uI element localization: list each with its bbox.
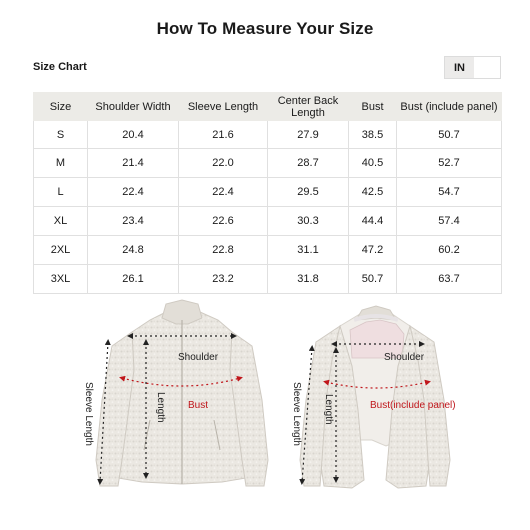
table-cell: 47.2 — [349, 236, 397, 265]
table-cell: 22.4 — [179, 178, 268, 207]
table-row — [34, 178, 502, 207]
header-bust: Bust — [349, 93, 397, 121]
table-cell: 21.6 — [179, 121, 268, 149]
header-sleeve-length: Sleeve Length — [179, 93, 268, 121]
header-shoulder-width: Shoulder Width — [88, 93, 179, 121]
length-label: Length — [155, 392, 166, 423]
table-row — [34, 236, 502, 265]
table-cell: 22.6 — [179, 207, 268, 236]
shoulder-label: Shoulder — [384, 352, 425, 363]
measurement-diagram — [0, 290, 530, 530]
table-row — [34, 207, 502, 236]
table-cell: 22.8 — [179, 236, 268, 265]
header-bust-include-panel: Bust (include panel) — [397, 93, 502, 121]
table-cell: 30.3 — [268, 207, 349, 236]
table-cell: 54.7 — [397, 178, 502, 207]
bust-label: Bust — [188, 400, 209, 411]
table-cell: 44.4 — [349, 207, 397, 236]
table-cell: 42.5 — [349, 178, 397, 207]
shoulder-label: Shoulder — [178, 352, 219, 363]
table-cell: XL — [34, 207, 88, 236]
table-cell: 31.1 — [268, 236, 349, 265]
size-chart-label: Size Chart — [33, 61, 87, 73]
unit-alt-button[interactable] — [474, 57, 500, 78]
table-cell: 22.4 — [88, 178, 179, 207]
sleeve-length-label: Sleeve Length — [83, 382, 94, 446]
table-cell: 21.4 — [88, 149, 179, 178]
table-cell: 50.7 — [397, 121, 502, 149]
table-cell: L — [34, 178, 88, 207]
table-cell: 60.2 — [397, 236, 502, 265]
size-chart-table — [33, 92, 502, 294]
table-header-row — [34, 93, 502, 121]
table-cell: 24.8 — [88, 236, 179, 265]
table-cell: 22.0 — [179, 149, 268, 178]
table-cell: 52.7 — [397, 149, 502, 178]
sleeve-length-label: Sleeve Length — [291, 382, 302, 446]
table-cell: 2XL — [34, 236, 88, 265]
table-cell: 23.2 — [179, 265, 268, 294]
table-cell: 29.5 — [268, 178, 349, 207]
header-center-back-length: Center Back Length — [268, 93, 349, 121]
header-size: Size — [34, 93, 88, 121]
table-cell: 38.5 — [349, 121, 397, 149]
table-cell: 27.9 — [268, 121, 349, 149]
table-row — [34, 149, 502, 178]
table-cell: 57.4 — [397, 207, 502, 236]
table-cell: 31.8 — [268, 265, 349, 294]
table-cell: 28.7 — [268, 149, 349, 178]
right-jacket-illustration — [300, 306, 450, 488]
bust-include-panel-label: Bust(include panel) — [370, 400, 456, 411]
table-cell: 20.4 — [88, 121, 179, 149]
table-row — [34, 121, 502, 149]
unit-toggle[interactable] — [444, 56, 501, 79]
left-jacket-illustration — [96, 300, 268, 486]
table-cell: 26.1 — [88, 265, 179, 294]
table-cell: 3XL — [34, 265, 88, 294]
table-cell: 50.7 — [349, 265, 397, 294]
unit-in-button[interactable]: IN — [445, 57, 474, 78]
table-cell: S — [34, 121, 88, 149]
diagram-svg — [0, 290, 530, 530]
length-label: Length — [323, 394, 334, 425]
table-cell: 40.5 — [349, 149, 397, 178]
table-cell: 23.4 — [88, 207, 179, 236]
table-cell: M — [34, 149, 88, 178]
page-title: How To Measure Your Size — [156, 19, 374, 38]
table-cell: 63.7 — [397, 265, 502, 294]
